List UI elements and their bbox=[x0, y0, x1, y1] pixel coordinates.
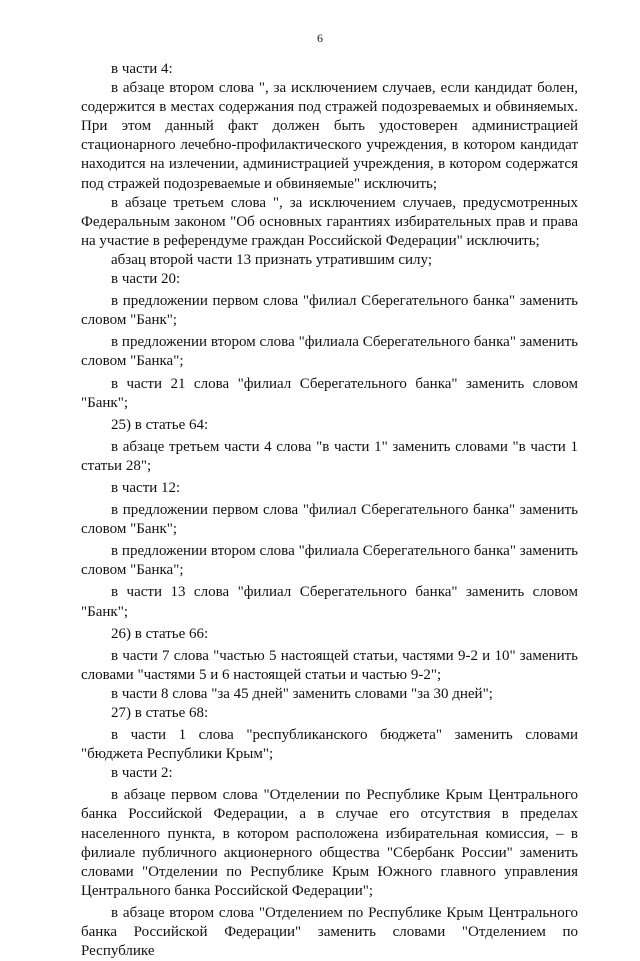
paragraph: 25) в статье 64: bbox=[111, 416, 209, 433]
paragraph: абзац второй части 13 признать утратившим силу; bbox=[111, 251, 432, 268]
paragraph: в части 13 слова "филиал Сберегательного банка" заменить словом "Банк"; bbox=[81, 584, 578, 620]
paragraph: в части 1 слова "республиканского бюджета" заменить словами "бюджета Республики Крым"; bbox=[81, 727, 578, 763]
paragraph: в части 21 слова "филиал Сберегательного банка" заменить словом "Банк"; bbox=[81, 375, 578, 411]
page-number: 6 bbox=[317, 31, 323, 45]
paragraph: в предложении первом слова "филиал Сберегательного банка" заменить словом "Банк"; bbox=[81, 502, 578, 538]
paragraph: в части 4: bbox=[111, 61, 173, 77]
paragraph: в абзаце втором слова ", за исключением случаев, если кандидат болен, содержится в местах содержания под стражей подозреваемых и обвиняемых. При этом данный факт должен быть удостоверен администрацией стационарного лечебно-профилактического учреждения, в котором кандидат находится на излечении, администрацией учреждения, в котором содержатся под стражей подозреваемые и обвиняемые" исключить; bbox=[81, 80, 578, 192]
paragraph: в части 12: bbox=[111, 479, 181, 496]
paragraph: в абзаце третьем части 4 слова "в части 1" заменить словами "в части 1 статьи 28"; bbox=[81, 438, 578, 474]
paragraph: в абзаце третьем слова ", за исключением случаев, предусмотренных Федеральным законом "Об основных гарантиях избирательных прав и права на участие в референдуме граждан Российской Федерации" исключить; bbox=[81, 194, 578, 249]
paragraph: в части 20: bbox=[111, 271, 181, 288]
paragraph: в предложении втором слова "филиала Сберегательного банка" заменить словом "Банка"; bbox=[81, 334, 578, 370]
paragraph: в части 8 слова "за 45 дней" заменить словами "за 30 дней"; bbox=[111, 685, 493, 702]
paragraph: в абзаце втором слова "Отделением по Республике Крым Центрального банка Российской Федерации" заменить словами "Отделением по Республике bbox=[81, 904, 578, 960]
paragraph: 26) в статье 66: bbox=[111, 625, 209, 642]
paragraph: в предложении втором слова "филиала Сберегательного банка" заменить словом "Банка"; bbox=[81, 543, 578, 579]
paragraph: в части 7 слова "частью 5 настоящей статьи, частями 9-2 и 10" заменить словами "частями 5 и 6 настоящей статьи и частью 9-2"; bbox=[81, 647, 578, 683]
document-body bbox=[81, 60, 578, 961]
paragraph: в абзаце первом слова "Отделении по Республике Крым Центрального банка Российской Федерации, а в случае его отсутствия в пределах населенного пункта, в котором расположена избирательная комиссия, – в филиале публичного акционерного общества "Сбербанк России" заменить словами "Отделении по Республике Крым Южного главного управления Центрального банка Российской Федерации"; bbox=[81, 787, 578, 899]
paragraph: в предложении первом слова "филиал Сберегательного банка" заменить словом "Банк"; bbox=[81, 293, 578, 329]
paragraph: 27) в статье 68: bbox=[111, 705, 209, 721]
paragraph: в части 2: bbox=[111, 765, 173, 782]
